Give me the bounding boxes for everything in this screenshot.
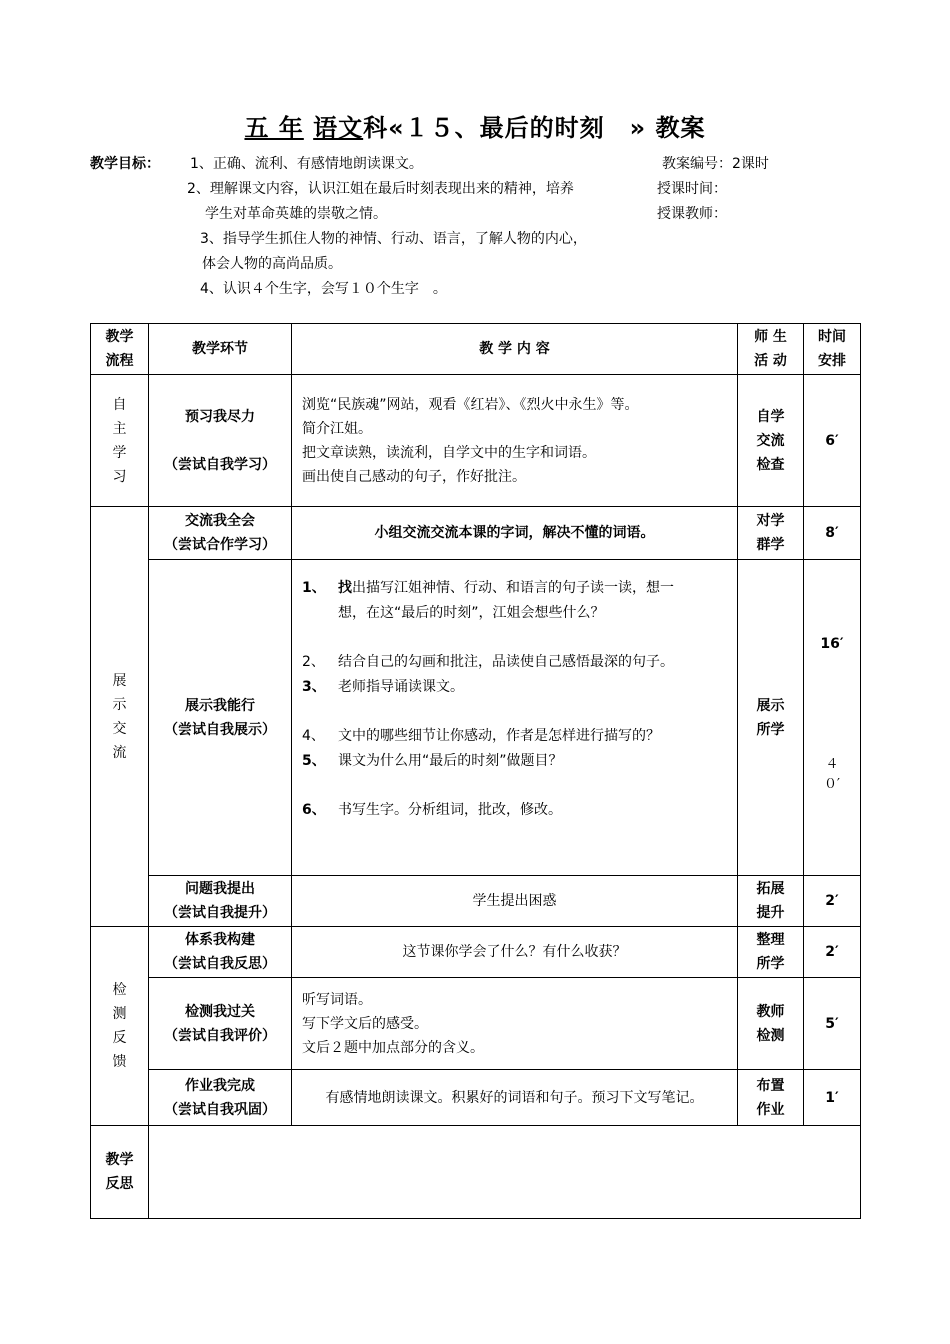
content-jiaoliu: 小组交流交流本课的字词，解决不懂的词语。 — [292, 507, 738, 560]
row-yuxi — [91, 375, 861, 507]
teacher: 授课教师： — [657, 206, 727, 222]
stage-jiaoliu-sub: （尝试合作学习） — [164, 537, 276, 553]
content-jiance — [292, 978, 738, 1070]
header-time: 时间安排 — [804, 324, 861, 375]
row-fansi — [91, 1126, 861, 1219]
stage-yuxi — [149, 375, 292, 507]
activity-zhanshi: 展示所学 — [738, 560, 804, 876]
header-flow: 教学流程 — [91, 324, 149, 375]
stage-zuoye-title: 作业我完成 — [185, 1077, 255, 1094]
objective-3-line2: 体会人物的高尚品质。 — [202, 256, 342, 272]
stage-jiaoliu — [149, 507, 292, 560]
stage-zuoye — [149, 1070, 292, 1126]
stage-zhanshi-title: 展示我能行 — [185, 697, 255, 714]
stage-zhanshi — [149, 560, 292, 876]
fansi-label: 教学反思 — [91, 1126, 149, 1219]
header-stage: 教学环节 — [149, 324, 292, 375]
objective-2-line1: 2、理解课文内容，认识江姐在最后时刻表现出来的精神，培养 — [187, 181, 574, 197]
plan-number: 教案编号：2课时 — [662, 156, 769, 172]
row-jiance — [91, 978, 861, 1070]
teach-time: 授课时间： — [657, 181, 727, 197]
time-total: ４０′ — [824, 757, 840, 792]
time-jiaoliu: 8′ — [804, 507, 861, 560]
fansi-content[interactable] — [149, 1126, 861, 1219]
content-yuxi — [292, 375, 738, 507]
section-zizhu: 自主学习 — [91, 375, 149, 507]
objective-1: 1、正确、流利、有感情地朗读课文。 — [190, 156, 423, 172]
header-activity: 师 生 活 动 — [738, 324, 804, 375]
list-item: 3、 老师指导诵读课文。 — [302, 679, 464, 695]
time-tixi: 2′ — [804, 927, 861, 978]
row-zuoye — [91, 1070, 861, 1126]
time-zhanshi — [804, 560, 861, 876]
content-line: 听写词语。 — [302, 991, 372, 1008]
row-wenti — [91, 876, 861, 927]
content-zuoye: 有感情地朗读课文。积累好的词语和句子。预习下文写笔记。 — [292, 1070, 738, 1126]
list-item: 1、 找出描写江姐神情、行动、和语言的句子读一读，想一 想，在这“最后的时刻”，江姐会想些什么？ — [302, 580, 674, 621]
stage-yuxi-sub: （尝试自我学习） — [164, 456, 276, 473]
content-line: 写下学文后的感受。 — [302, 1015, 428, 1032]
activity-tixi: 整理所学 — [738, 927, 804, 978]
header-content: 教 学 内 容 — [292, 324, 738, 375]
stage-tixi — [149, 927, 292, 978]
time-yuxi: 6′ — [804, 375, 861, 507]
row-zhanshi — [91, 560, 861, 876]
list-item: 5、 课文为什么用“最后的时刻”做题目？ — [302, 753, 563, 769]
stage-jiance — [149, 978, 292, 1070]
content-line: 简介江姐。 — [302, 420, 372, 437]
activity-wenti: 拓展提升 — [738, 876, 804, 927]
content-line: 画出使自己感动的句子，作好批注。 — [302, 468, 526, 485]
list-item: 4、 文中的哪些细节让你感动，作者是怎样进行描写的？ — [302, 728, 660, 744]
stage-jiance-sub: （尝试自我评价） — [164, 1027, 276, 1044]
activity-jiance: 教师检测 — [738, 978, 804, 1070]
section-jiance: 检测反馈 — [91, 927, 149, 1126]
objective-3-line1: 3、指导学生抓住人物的神情、行动、语言，了解人物的内心， — [200, 231, 587, 247]
stage-zhanshi-sub: （尝试自我展示） — [164, 721, 276, 738]
page-title — [0, 108, 950, 143]
header-row — [91, 324, 861, 375]
stage-jiance-title: 检测我过关 — [185, 1003, 255, 1020]
content-line: 浏览“民族魂”网站，观看《红岩》、《烈火中永生》等。 — [302, 396, 639, 413]
objective-4: 4、认识４个生字，会写１０个生字 。 — [200, 281, 447, 297]
content-line: 把文章读熟，读流利，自学文中的生字和词语。 — [302, 444, 596, 461]
objective-2-line2: 学生对革命英雄的崇敬之情。 — [205, 206, 387, 222]
time-zhanshi-value: 16′ — [820, 636, 844, 652]
zhanshi-list — [302, 576, 727, 823]
time-zuoye: 1′ — [804, 1070, 861, 1126]
stage-yuxi-title: 预习我尽力 — [185, 408, 255, 425]
lesson-plan-table — [90, 323, 861, 1219]
stage-tixi-sub: （尝试自我反思） — [164, 956, 276, 972]
time-wenti: 2′ — [804, 876, 861, 927]
stage-wenti — [149, 876, 292, 927]
content-tixi: 这节课你学会了什么？有什么收获？ — [292, 927, 738, 978]
row-jiaoliu — [91, 507, 861, 560]
activity-zuoye: 布置作业 — [738, 1070, 804, 1126]
stage-wenti-title: 问题我提出 — [185, 881, 255, 897]
title-subject: 语文 — [313, 114, 364, 142]
content-zhanshi — [292, 560, 738, 876]
section-zhanshi: 展示交流 — [91, 507, 149, 927]
activity-jiaoliu: 对学群学 — [738, 507, 804, 560]
stage-tixi-title: 体系我构建 — [185, 932, 255, 948]
stage-zuoye-sub: （尝试自我巩固） — [164, 1101, 276, 1118]
list-item: 6、 书写生字。分析组词，批改，修改。 — [302, 802, 562, 818]
time-jiance: 5′ — [804, 978, 861, 1070]
stage-jiaoliu-title: 交流我全会 — [185, 513, 255, 529]
list-item: 2、 结合自己的勾画和批注，品读使自己感悟最深的句子。 — [302, 654, 674, 670]
activity-yuxi: 自学交流检查 — [738, 375, 804, 507]
stage-wenti-sub: （尝试自我提升） — [164, 905, 276, 921]
objectives-label: 教学目标： — [90, 156, 160, 172]
content-wenti: 学生提出困惑 — [292, 876, 738, 927]
content-line: 文后２题中加点部分的含义。 — [302, 1039, 484, 1056]
title-rest: 科«１５、最后的时刻 » 教案 — [363, 114, 706, 142]
title-grade: 五 年 — [244, 114, 304, 142]
row-tixi — [91, 927, 861, 978]
